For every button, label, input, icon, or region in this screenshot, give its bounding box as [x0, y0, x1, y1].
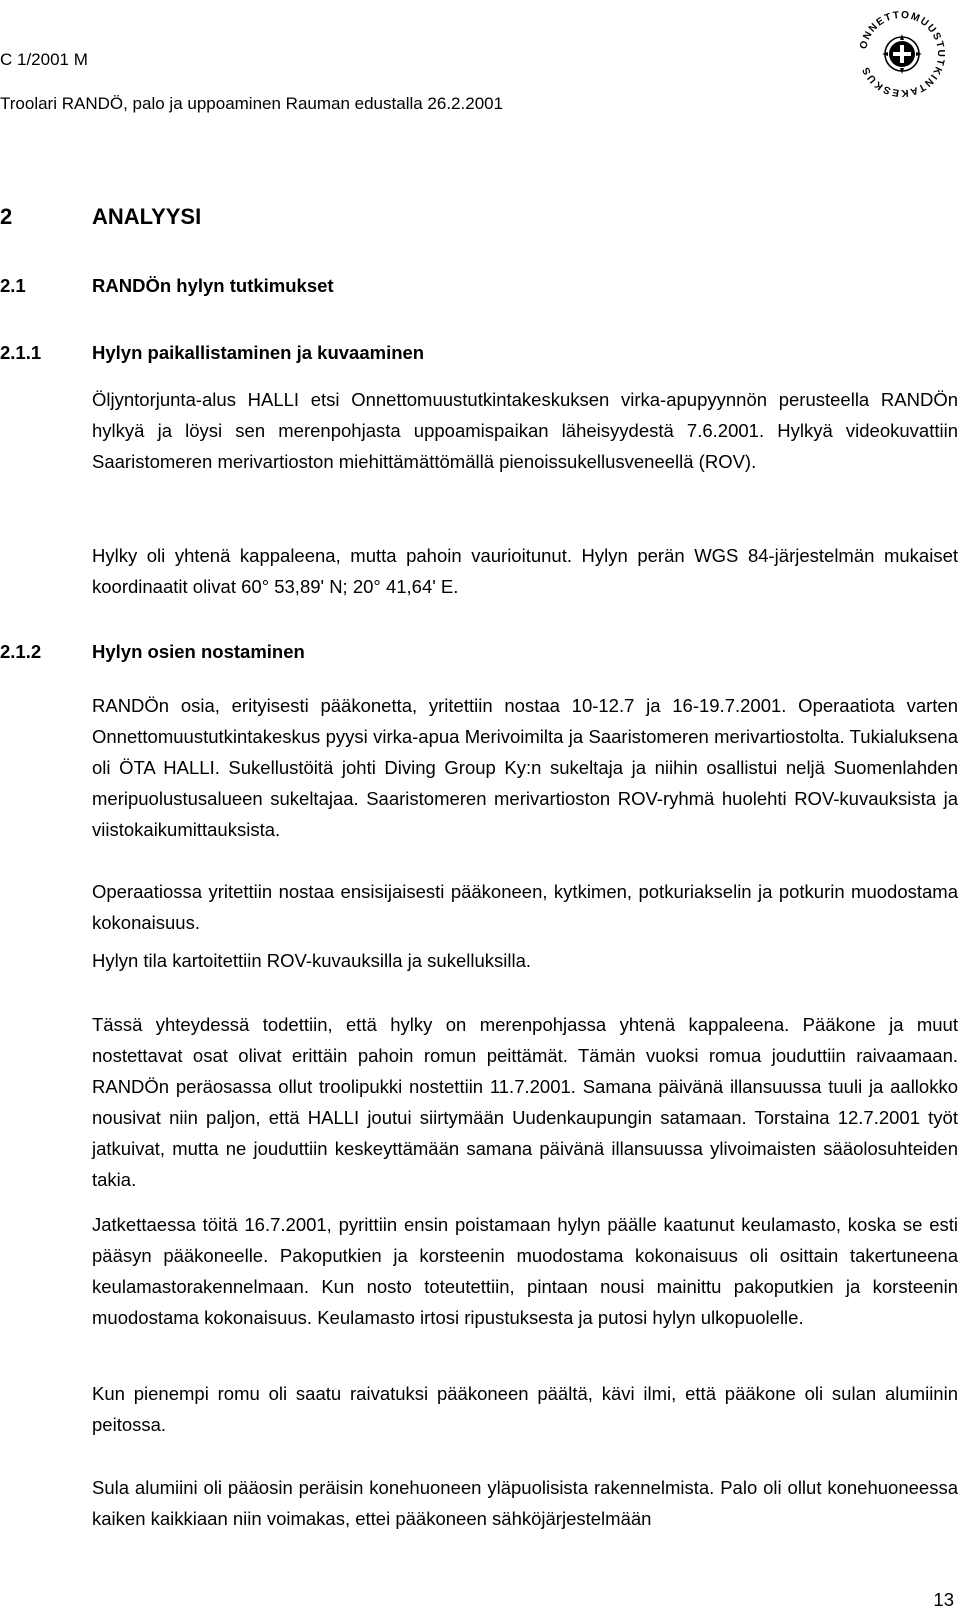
seal-icon — [852, 4, 952, 104]
subsubsection-title: Hylyn paikallistaminen ja kuvaaminen — [92, 342, 425, 363]
section-heading — [0, 203, 201, 231]
paragraph: Hylyn tila kartoitettiin ROV-kuvauksilla ja sukelluksilla. — [92, 950, 532, 971]
subsubsection-number: 2.1.2 — [0, 641, 42, 662]
seal-ring-text: ONNETTOMUUSTUTKINTAKESKUS — [858, 9, 947, 99]
report-code: C 1/2001 M — [0, 50, 88, 69]
subsection-number: 2.1 — [0, 275, 26, 296]
paragraph: Öljyntorjunta-alus HALLI etsi Onnettomuustutkintakeskuksen virka-apupyynnön perusteella RANDÖn hylkyä ja löysi sen merenpohjasta uppoamispaikan läheisyydestä 7.6.2001. Hylkyä videokuvattiin Saaristomeren merivartioston miehittämättömällä pienoissukellusveneellä (ROV). — [92, 389, 958, 472]
page-number: 13 — [933, 1589, 954, 1610]
subsection-title: RANDÖn hylyn tutkimukset — [92, 275, 334, 296]
paragraph: Sula alumiini oli pääosin peräisin konehuoneen yläpuolisista rakennelmista. Palo oli ollut konehuoneessa kaiken kaikkiaan niin voimakas, ettei pääkoneen sähköjärjestelmään — [92, 1477, 958, 1529]
paragraph: Jatkettaessa töitä 16.7.2001, pyrittiin ensin poistamaan hylyn päälle kaatunut keulamasto, koska se esti pääsyn pääkoneelle. Pakoputkien ja korsteenin muodostama kokonaisuus oli osittain takertuneena keulamastorakennelmaan. Kun nosto toteutettiin, pintaan nousi mainittu pakoputkien ja korsteenin muodostama kokonaisuus. Keulamasto irtosi ripustuksesta ja putosi hylyn ulkopuolelle. — [92, 1214, 958, 1328]
paragraph: RANDÖn osia, erityisesti pääkonetta, yritettiin nostaa 10-12.7 ja 16-19.7.2001. Operaatiota varten Onnettomuustutkintakeskus pyysi virka-apua Merivoimilta ja Saaristomeren merivartiostolta. Tukialuksena oli ÖTA HALLI. Sukellustöitä johti Diving Group Ky:n sukeltaja ja niihin osallistui neljä Suomenlahden meripuolustusalueen sukeltajaa. Saaristomeren merivartioston ROV-ryhmä huolehti ROV-kuvauksista ja viistokaikumittauksista. — [92, 695, 958, 840]
subsection-heading — [0, 274, 334, 298]
paragraph: Kun pienempi romu oli saatu raivatuksi pääkoneen päältä, kävi ilmi, että pääkone oli sulan alumiinin peitossa. — [92, 1383, 958, 1435]
organization-logo — [852, 4, 952, 104]
subsubsection-number: 2.1.1 — [0, 342, 42, 363]
paragraph: Tässä yhteydessä todettiin, että hylky on merenpohjassa yhtenä kappaleena. Pääkone ja muut nostettavat osat olivat erittäin pahoin romun peittämät. Tämän vuoksi romua jouduttiin raivaamaan. RANDÖn peräosassa ollut troolipukki nostettiin 11.7.2001. Samana päivänä illansuussa tuuli ja aallokko nousivat niin paljon, että HALLI joutui siirtymään Uudenkaupungin satamaan. Torstaina 12.7.2001 työt jatkuivat, mutta ne jouduttiin keskeyttämään samana päivänä illansuussa ylivoimaisten sääolosuhteiden takia. — [92, 1014, 958, 1190]
report-title: Troolari RANDÖ, palo ja uppoaminen Rauman edustalla 26.2.2001 — [0, 94, 504, 113]
paragraph: Hylky oli yhtenä kappaleena, mutta pahoin vaurioitunut. Hylyn perän WGS 84-järjestelmän mukaiset koordinaatit olivat 60° 53,89' N; 20° 41,64' E. — [92, 545, 958, 597]
subsubsection-heading-locating — [0, 341, 424, 365]
section-number: 2 — [0, 204, 13, 229]
section-title: ANALYYSI — [92, 204, 202, 229]
paragraph: Operaatiossa yritettiin nostaa ensisijaisesti pääkoneen, kytkimen, potkuriakselin ja potkurin muodostama kokonaisuus. — [92, 881, 958, 933]
subsubsection-title: Hylyn osien nostaminen — [92, 641, 305, 662]
subsubsection-heading-lifting — [0, 640, 305, 664]
